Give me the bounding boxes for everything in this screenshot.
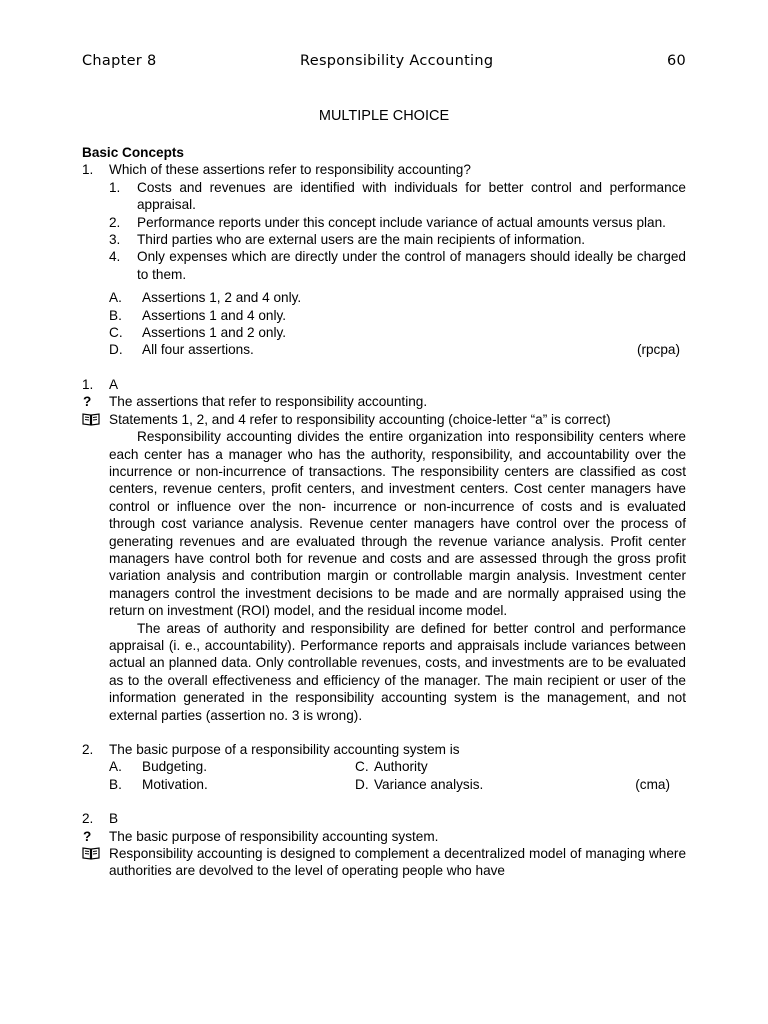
choice-letter: A. [109,759,122,775]
choice-item [82,307,686,324]
question-mark-icon: ? [83,828,92,844]
choice-letter: B. [109,307,122,323]
assertion-item [82,214,686,231]
choice-text: Assertions 1, 2 and 4 only. [142,290,302,306]
question-text: The basic purpose of a responsibility accounting system is [109,742,460,757]
question-mark-icon: ? [83,394,92,410]
choice-row [82,758,686,775]
document-body [82,144,686,880]
choice-text: Motivation. [142,776,208,792]
question-source: (cma) [635,776,670,792]
choice-item [82,341,686,358]
open-book-icon [82,412,100,426]
question-source: (rpcpa) [636,342,680,358]
answer-1 [82,376,686,393]
answer-number: 1. [82,376,94,392]
explanation-paragraph [82,428,686,619]
answer-letter: A [109,376,119,392]
explanation-lead: Statements 1, 2, and 4 refer to responsibility accounting (choice-letter “a” is correct) [109,411,611,427]
assertion-number: 3. [109,232,121,248]
assertion-number: 1. [109,179,121,195]
question-1 [82,161,686,178]
assertion-number: 4. [109,249,121,265]
explanation-lead: Responsibility accounting is designed to complement a decentralized model of managing where authorities are devolved to the level of operating people who have [109,846,686,879]
answer-restatement [82,828,686,845]
answer-explanation [82,411,686,428]
assertion-number: 2. [109,214,121,230]
choice-item [82,289,686,306]
choice-letter: D. [355,776,369,792]
choice-letter: A. [109,290,122,306]
choice-item [82,324,686,341]
choice-letter: C. [355,759,369,775]
page-number: 60 [666,53,686,69]
chapter-label: Chapter 8 [82,53,157,69]
question-text: Which of these assertions refer to responsibility accounting? [109,162,471,178]
choice-text: Assertions 1 and 4 only. [142,307,287,323]
assertion-text: Performance reports under this concept include variance of actual amounts versus plan. [137,214,666,230]
question-number: 1. [82,162,94,178]
chapter-topic: Responsibility Accounting [300,53,494,69]
assertion-item [82,231,686,248]
choice-text: Budgeting. [142,759,208,775]
answer-explanation [82,845,686,880]
assertion-item [82,179,686,214]
answer-letter: B [109,811,119,827]
answer-number: 2. [82,811,94,827]
choice-text: Authority [374,759,428,775]
question-number: 2. [82,742,94,757]
explanation-paragraph [82,620,686,724]
question-2 [82,741,686,758]
answer-2 [82,810,686,827]
restatement-text: The basic purpose of responsibility accounting system. [109,828,439,844]
open-book-icon [82,846,100,860]
choice-letter: D. [109,342,123,358]
assertion-text: Costs and revenues are identified with individuals for better control and performance appraisal. [137,179,686,213]
choice-text: All four assertions. [142,342,254,358]
section-heading: Basic Concepts [82,145,184,160]
choice-text: Assertions 1 and 2 only. [142,325,287,341]
page-title: MULTIPLE CHOICE [318,108,450,124]
assertion-text: Only expenses which are directly under the control of managers should ideally be charged to them. [137,249,686,282]
explanation-paragraph-2: The areas of authority and responsibility are defined for better control and performance appraisal (i. e., accountability). Performance reports and appraisals include variances between actual an planned data. Only controllable revenues, costs, and investments are to be evaluated as to the overall effectiveness and efficiency of the manager. The main recipient or user of the information generated in the responsibility accounting system is the management, and not external parties (assertion no. 3 is wrong). [109,620,686,723]
assertion-item [82,248,686,283]
assertion-text: Third parties who are external users are the main recipients of information. [137,232,586,248]
choice-row [82,776,686,793]
page-header [82,53,686,73]
choice-letter: B. [109,776,122,792]
answer-restatement [82,393,686,410]
explanation-paragraph-1: Responsibility accounting divides the entire organization into responsibility centers where each center has a manager who has the authority, responsibility, and accountability over the incurrence or non-incurrence of transactions. The responsibility centers are classified as cost centers, revenue centers, profit centers, and investment centers. Cost center managers have control or influence over the non- incurrence or non-incurrence of costs and is evaluated through cost variance analysis. Revenue center managers have control over the process of generating revenues and are evaluated through the revenue variance analysis. Profit center managers have control both for revenue and costs and are assessed through the gross profit variation analysis and contribution margin or controllable margin analysis. Investment center managers control the investment decisions to be made and are normally appraised using the return on investment (ROI) model, and the residual income model. [109,429,686,619]
choice-letter: C. [109,325,123,341]
choice-text: Variance analysis. [374,776,484,792]
restatement-text: The assertions that refer to responsibility accounting. [109,394,428,410]
